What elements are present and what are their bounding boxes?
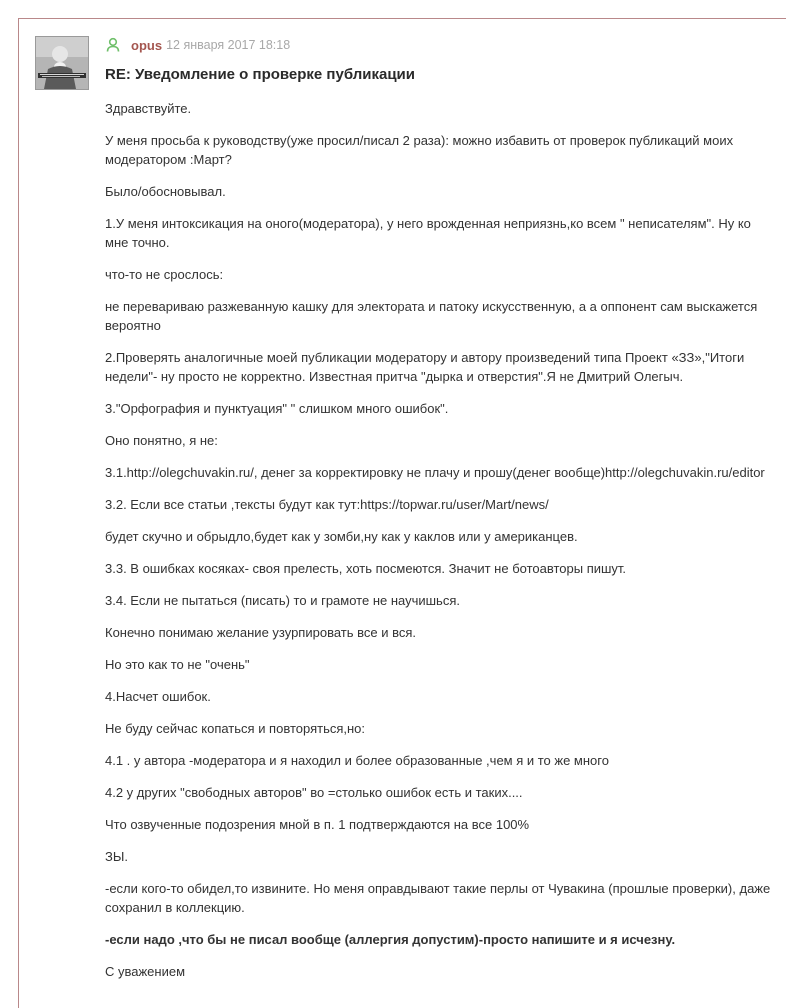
comment-paragraph: -если надо ,что бы не писал вообще (аллергия допустим)-просто напишите и я исчезну.	[105, 932, 676, 947]
comment-paragraph: 2.Проверять аналогичные моей публикации модератору и автору произведений типа Проект «ЗЗ»,"Итоги недели"- ну просто не корректно. Известная притча "дырка и отверстия".Я не Дмитрий Олегыч.	[105, 350, 745, 384]
comment-paragraph: Но это как то не "очень"	[105, 657, 250, 672]
user-icon	[105, 37, 121, 53]
comment-paragraph: 1.У меня интоксикация на оного(модератора), у него врожденная неприязнь,ко всем " неписателям". Ну ко мне точно.	[105, 216, 751, 250]
avatar[interactable]	[35, 36, 89, 90]
comment-paragraph: не перевариваю разжеванную кашку для электората и патоку искусственную, а а оппонент сам выскажется вероятно	[105, 299, 758, 333]
author-name[interactable]: opus	[131, 37, 163, 53]
comment-paragraph: что-то не срослось:	[105, 267, 224, 282]
comment-paragraph: ЗЫ.	[105, 849, 128, 864]
avatar-photo	[36, 37, 88, 89]
comment-paragraph: 3.1.http://olegchuvakin.ru/, денег за корректировку не плачу и прошу(денег вообще)http://olegchuvakin.ru/editor	[105, 465, 765, 480]
comment-paragraph: 3.3. В ошибках косяках- своя прелесть, хоть посмеются. Значит не ботоавторы пишут.	[105, 561, 627, 576]
comment-paragraph: Здравствуйте.	[105, 101, 192, 116]
comment-body	[105, 99, 777, 994]
comment-paragraph: У меня просьба к руководству(уже просил/писал 2 раза): можно избавить от проверок публикаций моих модератором :Март?	[105, 133, 734, 167]
comment-paragraph: Не буду сейчас копаться и повторяться,но:	[105, 721, 366, 736]
comment-date: 12 января 2017 18:18	[166, 38, 291, 52]
comment-paragraph: 3.2. Если все статьи ,тексты будут как тут:https://topwar.ru/user/Mart/news/	[105, 497, 549, 512]
comment-paragraph: 3.4. Если не пытаться (писать) то и грамоте не научишься.	[105, 593, 460, 608]
comment-meta	[105, 36, 290, 54]
comment-paragraph: 4.1 . у автора -модератора и я находил и более образованные ,чем я и то же много	[105, 753, 609, 768]
comment-paragraph: 3."Орфография и пунктуация" " слишком много ошибок".	[105, 401, 449, 416]
comment-paragraph: С уважением	[105, 964, 186, 979]
comment-paragraph: 4.2 у других "свободных авторов" во =столько ошибок есть и таких....	[105, 785, 523, 800]
comment-paragraph: Конечно понимаю желание узурпировать все и вся.	[105, 625, 416, 640]
comment-paragraph: Оно понятно, я не:	[105, 433, 218, 448]
comment-paragraph: Было/обосновывал.	[105, 184, 226, 199]
comment-paragraph: 4.Насчет ошибок.	[105, 689, 211, 704]
comment-paragraph: Что озвученные подозрения мной в п. 1 подтверждаются на все 100%	[105, 817, 530, 832]
comment-paragraph: будет скучно и обрыдло,будет как у зомби,ну как у каклов или у американцев.	[105, 529, 578, 544]
comment-title: RE: Уведомление о проверке публикации	[105, 66, 415, 83]
comment-paragraph: -если кого-то обидел,то извините. Но меня оправдывают такие перлы от Чувакина (прошлые проверки), даже сохранил в коллекцию.	[105, 881, 771, 915]
